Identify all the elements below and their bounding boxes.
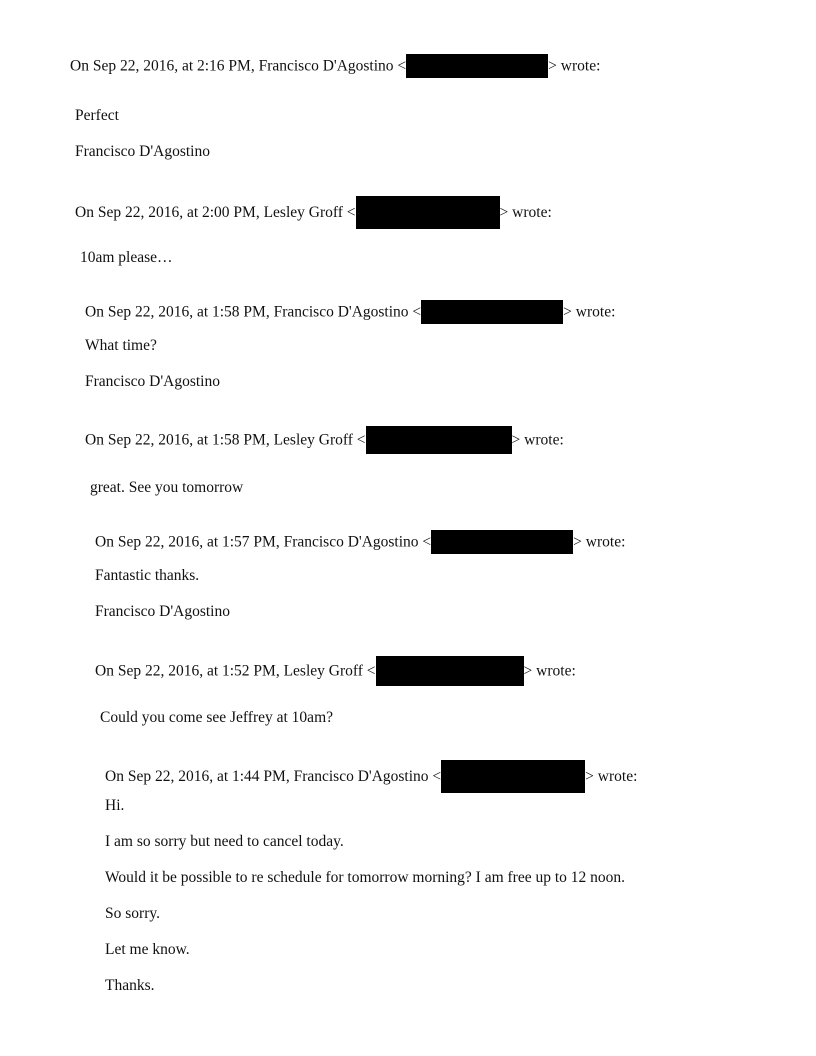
header-text: On Sep 22, 2016, at 2:00 PM, Lesley Groff < bbox=[75, 204, 356, 222]
quote-header bbox=[85, 301, 615, 325]
message-body: 10am please… bbox=[80, 249, 173, 266]
header-suffix: > wrote: bbox=[573, 533, 626, 551]
redacted-email bbox=[441, 760, 585, 793]
quote-header bbox=[70, 55, 600, 79]
signature: Francisco D'Agostino bbox=[85, 373, 220, 390]
header-suffix: > wrote: bbox=[563, 303, 616, 321]
signature: Francisco D'Agostino bbox=[95, 603, 230, 620]
message-body: Perfect bbox=[75, 107, 119, 124]
quote-header bbox=[75, 197, 552, 230]
message-body: What time? bbox=[85, 337, 157, 354]
message-body: great. See you tomorrow bbox=[90, 479, 244, 496]
redacted-email bbox=[376, 656, 524, 686]
header-suffix: > wrote: bbox=[523, 662, 576, 680]
header-suffix: > wrote: bbox=[585, 768, 638, 786]
redacted-email bbox=[431, 530, 573, 554]
header-suffix: > wrote: bbox=[548, 57, 601, 75]
quote-header bbox=[85, 427, 564, 455]
header-text: On Sep 22, 2016, at 1:58 PM, Francisco D'Agostino < bbox=[85, 303, 422, 321]
message-body: Hi. bbox=[105, 797, 125, 814]
quote-header bbox=[105, 761, 637, 794]
message-body: So sorry. bbox=[105, 905, 160, 922]
message-body: Thanks. bbox=[105, 977, 155, 994]
message-body: Fantastic thanks. bbox=[95, 567, 200, 584]
quote-header bbox=[95, 531, 625, 555]
quote-header bbox=[95, 657, 576, 687]
message-body: Let me know. bbox=[105, 941, 190, 958]
header-suffix: > wrote: bbox=[499, 204, 552, 222]
message-body: Could you come see Jeffrey at 10am? bbox=[100, 709, 333, 726]
header-text: On Sep 22, 2016, at 1:44 PM, Francisco D'Agostino < bbox=[105, 768, 442, 786]
redacted-email bbox=[406, 54, 548, 78]
signature: Francisco D'Agostino bbox=[75, 143, 210, 160]
message-body: Would it be possible to re schedule for tomorrow morning? I am free up to 12 noon. bbox=[105, 869, 626, 886]
header-text: On Sep 22, 2016, at 1:57 PM, Francisco D'Agostino < bbox=[95, 533, 432, 551]
header-text: On Sep 22, 2016, at 1:52 PM, Lesley Groff < bbox=[95, 662, 376, 680]
message-body: I am so sorry but need to cancel today. bbox=[105, 833, 344, 850]
header-text: On Sep 22, 2016, at 1:58 PM, Lesley Groff < bbox=[85, 431, 366, 449]
header-text: On Sep 22, 2016, at 2:16 PM, Francisco D'Agostino < bbox=[70, 57, 407, 75]
redacted-email bbox=[366, 426, 512, 454]
redacted-email bbox=[421, 300, 563, 324]
redacted-email bbox=[356, 196, 500, 229]
header-suffix: > wrote: bbox=[511, 431, 564, 449]
